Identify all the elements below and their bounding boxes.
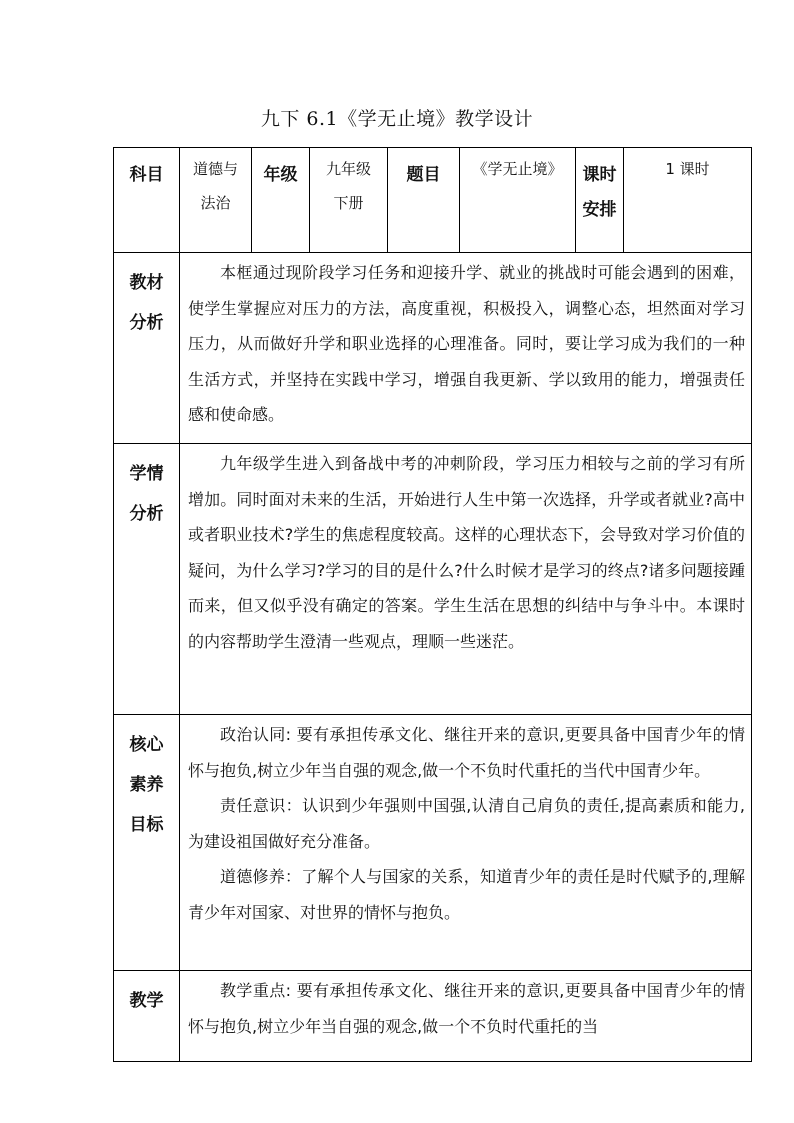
subject-label: 科目 bbox=[129, 165, 164, 185]
grade-label-cell bbox=[252, 148, 310, 253]
grade-value-line2: 下册 bbox=[333, 194, 364, 212]
row-label: 分析 bbox=[129, 313, 164, 333]
textbook-analysis-row bbox=[114, 253, 752, 444]
student-analysis-content bbox=[180, 444, 752, 715]
core-literacy-label-cell bbox=[114, 715, 180, 971]
paragraph: 教学重点: 要有承担传承文化、继往开来的意识,更要具备中国青少年的情怀与抱负,树立少年当自强的观念,做一个不负时代重托的当 bbox=[188, 981, 745, 1036]
topic-label-cell bbox=[388, 148, 460, 253]
document-title: 九下 6.1《学无止境》教学设计 bbox=[260, 108, 534, 130]
period-label-cell bbox=[576, 148, 624, 253]
student-analysis-row bbox=[114, 444, 752, 715]
subject-label-cell bbox=[114, 148, 180, 253]
topic-value: 《学无止境》 bbox=[472, 160, 563, 178]
subject-value-line1: 道德与 bbox=[192, 160, 238, 178]
student-analysis-label-cell bbox=[114, 444, 180, 715]
header-row bbox=[114, 148, 752, 253]
paragraph: 九年级学生进入到备战中考的冲刺阶段，学习压力相较与之前的学习有所增加。同时面对未来的生活，开始进行人生中第一次选择，升学或者就业?高中或者职业技术?学生的焦虑程度较高。这样的心理状态下，会导致对学习价值的疑问，为什么学习?学习的目的是什么?什么时候才是学习的终点?诸多问题接踵而来，但又似乎没有确定的答案。学生生活在思想的纠结中与争斗中。本课时的内容帮助学生澄清一些观点，理顺一些迷茫。 bbox=[188, 454, 745, 651]
paragraph: 本框通过现阶段学习任务和迎接升学、就业的挑战时可能会遇到的困难，使学生掌握应对压力的方法，高度重视，积极投入，调整心态，坦然面对学习压力，从而做好升学和职业选择的心理准备。同时，要让学习成为我们的一种生活方式，并坚持在实践中学习，增强自我更新、学以致用的能力，增强责任感和使命感。 bbox=[188, 263, 745, 424]
period-value: 1 课时 bbox=[665, 160, 710, 178]
paragraph: 政治认同: 要有承担传承文化、继往开来的意识,更要具备中国青少年的情怀与抱负,树立少年当自强的观念,做一个不负时代重托的当代中国青少年。 bbox=[188, 725, 745, 780]
row-label: 分析 bbox=[129, 504, 164, 524]
topic-value-cell bbox=[460, 148, 576, 253]
row-label: 目标 bbox=[129, 815, 164, 835]
row-label: 教材 bbox=[129, 273, 164, 293]
subject-value-cell bbox=[180, 148, 252, 253]
subject-value-line2: 法治 bbox=[200, 194, 231, 212]
grade-label: 年级 bbox=[263, 165, 298, 185]
teaching-row bbox=[114, 971, 752, 1062]
teaching-label-cell bbox=[114, 971, 180, 1062]
textbook-analysis-content bbox=[180, 253, 752, 444]
period-value-cell bbox=[624, 148, 752, 253]
grade-value-cell bbox=[310, 148, 388, 253]
core-literacy-row bbox=[114, 715, 752, 971]
teaching-content bbox=[180, 971, 752, 1062]
row-label: 教学 bbox=[129, 991, 164, 1011]
period-label-line1: 课时 bbox=[582, 165, 617, 185]
lesson-plan-table bbox=[113, 147, 752, 1062]
topic-label: 题目 bbox=[406, 165, 441, 185]
period-label-line2: 安排 bbox=[582, 200, 617, 220]
row-label: 核心 bbox=[129, 735, 164, 755]
row-label: 素养 bbox=[129, 775, 164, 795]
paragraph: 道德修养：了解个人与国家的关系，知道青少年的责任是时代赋予的,理解青少年对国家、对世界的情怀与抱负。 bbox=[188, 867, 745, 922]
row-label: 学情 bbox=[129, 464, 164, 484]
paragraph: 责任意识：认识到少年强则中国强,认清自己肩负的责任,提高素质和能力,为建设祖国做好充分准备。 bbox=[188, 796, 745, 851]
textbook-analysis-label-cell bbox=[114, 253, 180, 444]
grade-value-line1: 九年级 bbox=[325, 160, 371, 178]
core-literacy-content bbox=[180, 715, 752, 971]
